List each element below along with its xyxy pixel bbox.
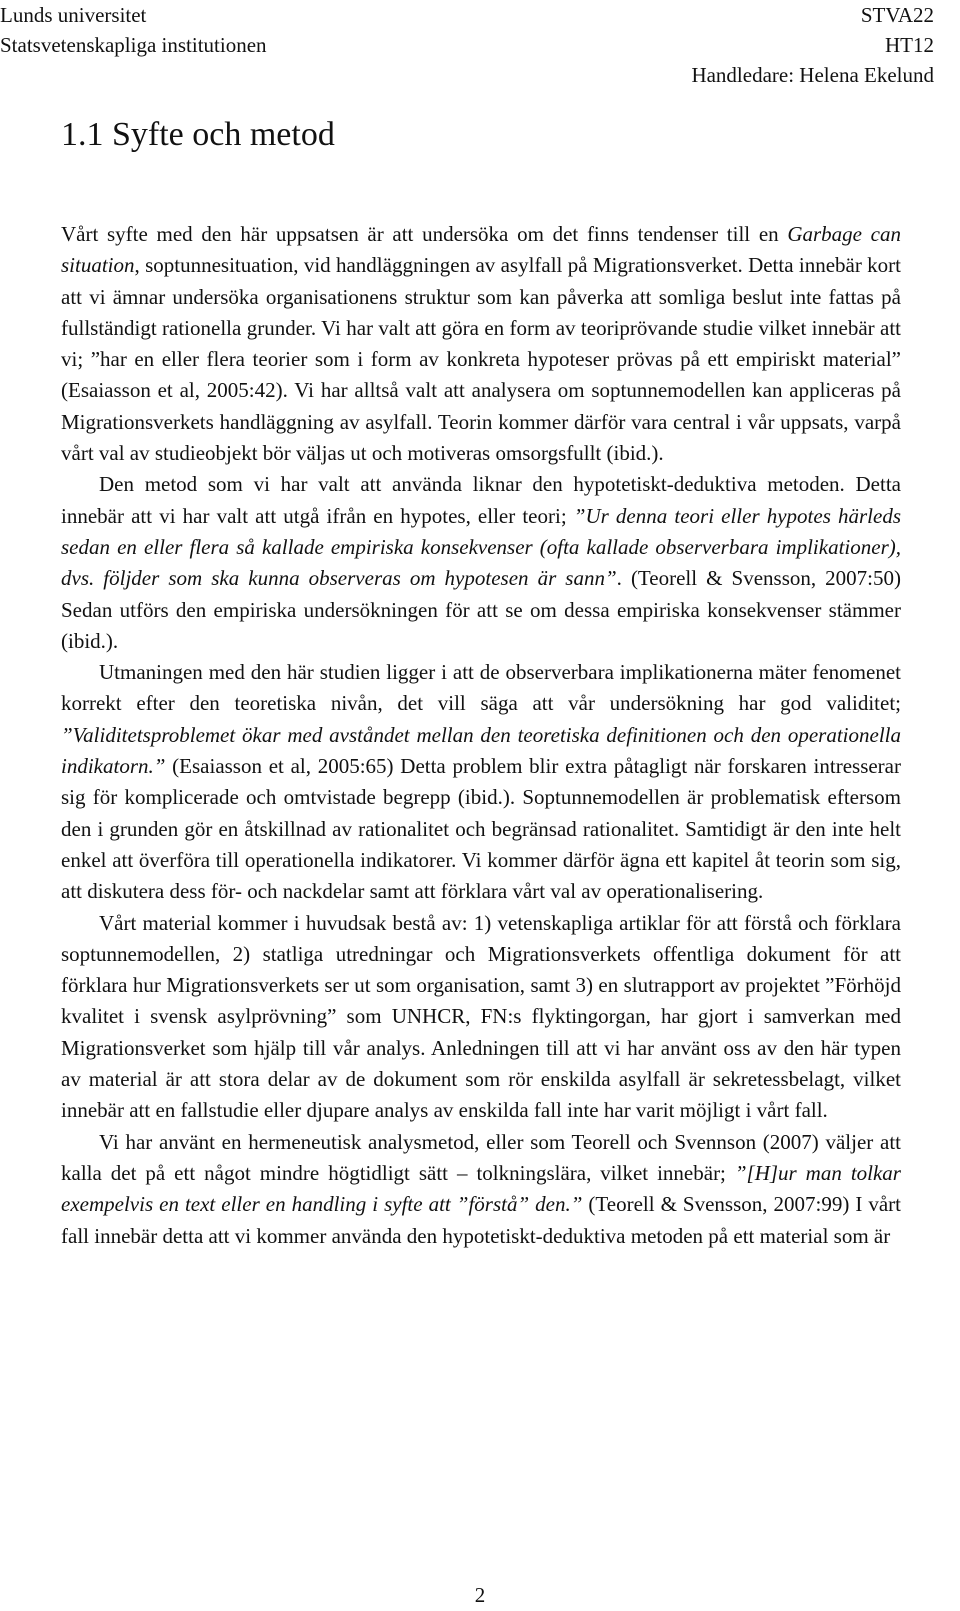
- italic-text-segment: ”Ur denna teori eller hypotes härleds sedan en eller flera så kallade empiriska konsekvenser (ofta kallade observerbara implikationer), dvs. följder som ska kunna observeras om hypotesen är sann”: [61, 503, 902, 591]
- text-segment: Utmaningen med den här studien ligger i att de observerbara implikationerna mäter fenomenet korrekt efter den teoretiska nivån, det vill säga att vår undersökning har god validitet;: [61, 660, 901, 716]
- paragraph-4: [61, 908, 901, 1127]
- header-left: [0, 0, 267, 60]
- section-title: 1.1 Syfte och metod: [61, 116, 335, 153]
- italic-text-segment: ”[H]ur man tolkar exempelvis en text eller en handling i syfte att ”förstå” den.”: [61, 1160, 901, 1217]
- text-segment: Vi har använt en hermeneutisk analysmetod, eller som Teorell och Svennson (2007) väljer att kalla det på ett något mindre högtidligt sätt – tolkningslära, vilket innebär;: [61, 1129, 901, 1185]
- text-segment: . (Teorell & Svensson, 2007:50) Sedan utförs den empiriska undersökningen för att se om dessa empiriska konsekvenser stämmer (ibid.).: [61, 566, 901, 653]
- paragraph-3: [61, 657, 901, 907]
- university-name: Lunds universitet: [0, 3, 147, 27]
- text-segment: Den metod som vi har valt att använda liknar den hypotetiskt-deduktiva metoden. Detta innebär att vi har valt att utgå ifrån en hypotes, eller teori;: [61, 472, 901, 528]
- page-number: 2: [474, 1583, 486, 1607]
- text-segment: Vårt material kommer i huvudsak bestå av: 1) vetenskapliga artiklar för att förstå och förklara soptunnemodellen, 2) statliga utredningar och Migrationsverkets offentliga dokument för att förklara hur Migrationsverkets ser ut som organisation, samt 3) en slutrapport av projektet ”Förhöjd kvalitet i svensk asylprövning” som UNHCR, FN:s flyktingorgan, har gjort i samverkan med Migrationsverket som hjälp till vår analys. Anledningen till att vi har använt oss av den här typen av material är att stora delar av de dokument som rör enskilda asylfall är sekretessbelagt, vilket innebär att en fallstudie eller djupare analys av enskilda fall inte har varit möjligt i vårt fall.: [61, 910, 901, 1123]
- paragraph-5: [61, 1127, 901, 1252]
- header-right: [691, 0, 934, 90]
- text-segment: , soptunnesituation, vid handläggningen av asylfall på Migrationsverket. Detta innebär kort att vi ämnar undersöka organisationens struktur som kan påverka att somliga beslut inte fattas på fullständigt rationella grunder. Vi har valt att göra en form av teoriprövande studie vilket innebär att vi; ”har en eller flera teorier som i form av konkreta hypoteser prövas på ett empiriskt material” (Esaiasson et al, 2005:42). Vi har alltså valt att analysera om soptunnemodellen kan appliceras på Migrationsverkets handläggning av asylfall. Teorin kommer därför vara central i vår uppsats, varpå vårt val av studieobjekt bör väljas ut och motiveras omsorgsfullt (ibid.).: [61, 253, 901, 466]
- term: HT12: [885, 33, 934, 57]
- paragraph-1: [61, 219, 901, 469]
- supervisor: Handledare: Helena Ekelund: [691, 63, 934, 87]
- department-name: Statsvetenskapliga institutionen: [0, 33, 267, 57]
- text-segment: (Esaiasson et al, 2005:65) Detta problem blir extra påtagligt när forskaren intresserar sig för komplicerade och omtvistade begrepp (ibid.). Soptunnemodellen är problematisk eftersom den i grunden gör en åtskillnad av rationalitet och begränsad rationalitet. Samtidigt är den inte helt enkel att överföra till operationella indikatorer. Vi kommer därför ägna ett kapitel åt teorin som sig, att diskutera dess för- och nackdelar samt att förklara vårt val av operationalisering.: [61, 754, 901, 904]
- italic-text-segment: Garbage can situation: [61, 222, 901, 278]
- italic-text-segment: ”Validitetsproblemet ökar med avståndet mellan den teoretiska definitionen och den operationella indikatorn.”: [61, 722, 901, 779]
- text-segment: (Teorell & Svensson, 2007:99) I vårt fall innebär detta att vi kommer använda den hypotetiskt-deduktiva metoden på ett material som är: [61, 1192, 902, 1248]
- body-text: [61, 219, 901, 1252]
- course-code: STVA22: [860, 3, 934, 27]
- text-segment: Vårt syfte med den här uppsatsen är att undersöka om det finns tendenser till en: [61, 222, 788, 246]
- paragraph-2: [61, 469, 901, 657]
